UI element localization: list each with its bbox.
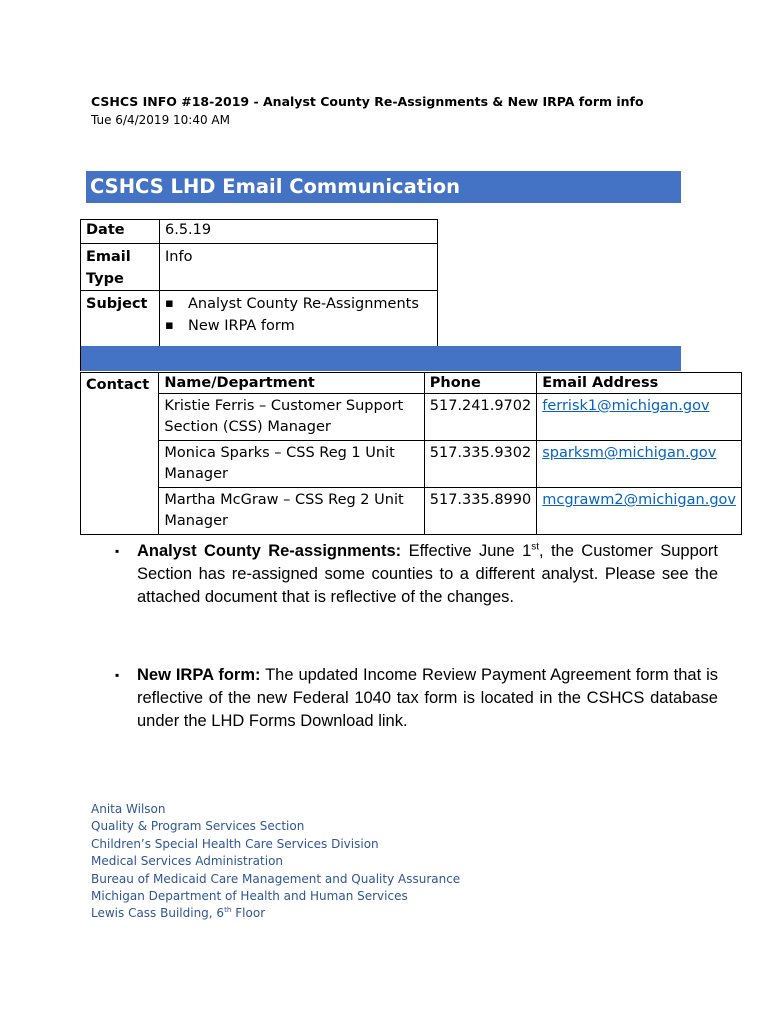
announcement-text-cont: , the Customer Support Section has re-assigned some counties to a different analyst. Please see the attached document that is reflective of the changes. [137,542,718,606]
signature-line: Michigan Department of Health and Human Services [91,889,408,904]
banner-title: CSHCS LHD Email Communication [86,171,681,203]
subject-value [160,291,438,348]
contact-email-link[interactable]: ferrisk1@michigan.gov [542,398,710,414]
bullet-square-icon: ▪ [115,668,120,682]
email-type-label-line1: Email [86,249,131,265]
table-row [81,488,742,535]
info-table [80,219,438,348]
subject-label: Subject [81,291,160,348]
email-sent-date: Tue 6/4/2019 10:40 AM [91,113,230,127]
contact-phone: 517.241.9702 [424,394,536,441]
contact-name: Monica Sparks – CSS Reg 1 Unit Manager [159,441,424,488]
email-type-label [81,244,160,291]
column-header-email: Email Address [537,373,742,394]
column-header-name: Name/Department [159,373,424,394]
signature-block [91,801,460,923]
contact-email-cell [537,394,742,441]
signature-name: Anita Wilson [91,802,166,816]
subject-item: ▪ New IRPA form [165,315,432,337]
signature-line: Medical Services Administration [91,854,284,869]
contact-name: Martha McGraw – CSS Reg 2 Unit Manager [159,488,424,535]
email-type-value: Info [160,244,438,291]
announcement-heading: New IRPA form: [137,666,261,684]
contact-email-cell [537,441,742,488]
contact-label: Contact [81,373,159,535]
signature-address: Lewis Cass Building, 6th Floor [91,905,266,921]
date-label: Date [81,220,160,244]
signature-line: Bureau of Medicaid Care Management and Quality Assurance [91,871,461,886]
email-type-label-line2: Type [86,271,124,287]
contact-email-link[interactable]: mcgrawm2@michigan.gov [542,492,736,508]
section-divider-bar [80,346,681,371]
announcement-text: The updated Income Review Payment Agreement form that is reflective of the new Federal 1040 tax form is located in the CSHCS database under the LHD Forms Download link. [137,666,718,730]
table-row [81,441,742,488]
signature-line: Children’s Special Health Care Services Division [91,836,379,851]
contact-email-cell [537,488,742,535]
contact-phone: 517.335.9302 [424,441,536,488]
announcement-text: Effective June 1 [401,542,532,560]
email-subject: CSHCS INFO #18-2019 - Analyst County Re-Assignments & New IRPA form info [91,94,644,109]
subject-list [165,293,432,337]
bullet-square-icon: ▪ [115,544,120,558]
announcement-superscript: st [531,541,539,553]
contact-name: Kristie Ferris – Customer Support Section (CSS) Manager [159,394,424,441]
contact-phone: 517.335.8990 [424,488,536,535]
column-header-phone: Phone [424,373,536,394]
subject-item: ▪ Analyst County Re-Assignments [165,293,432,315]
date-value: 6.5.19 [160,220,438,244]
table-row [81,394,742,441]
announcement-1 [115,540,718,609]
signature-line: Quality & Program Services Section [91,819,305,834]
announcement-heading: Analyst County Re-assignments: [137,542,402,560]
announcement-2 [115,664,718,733]
contact-table [80,372,742,535]
contact-email-link[interactable]: sparksm@michigan.gov [542,445,717,461]
